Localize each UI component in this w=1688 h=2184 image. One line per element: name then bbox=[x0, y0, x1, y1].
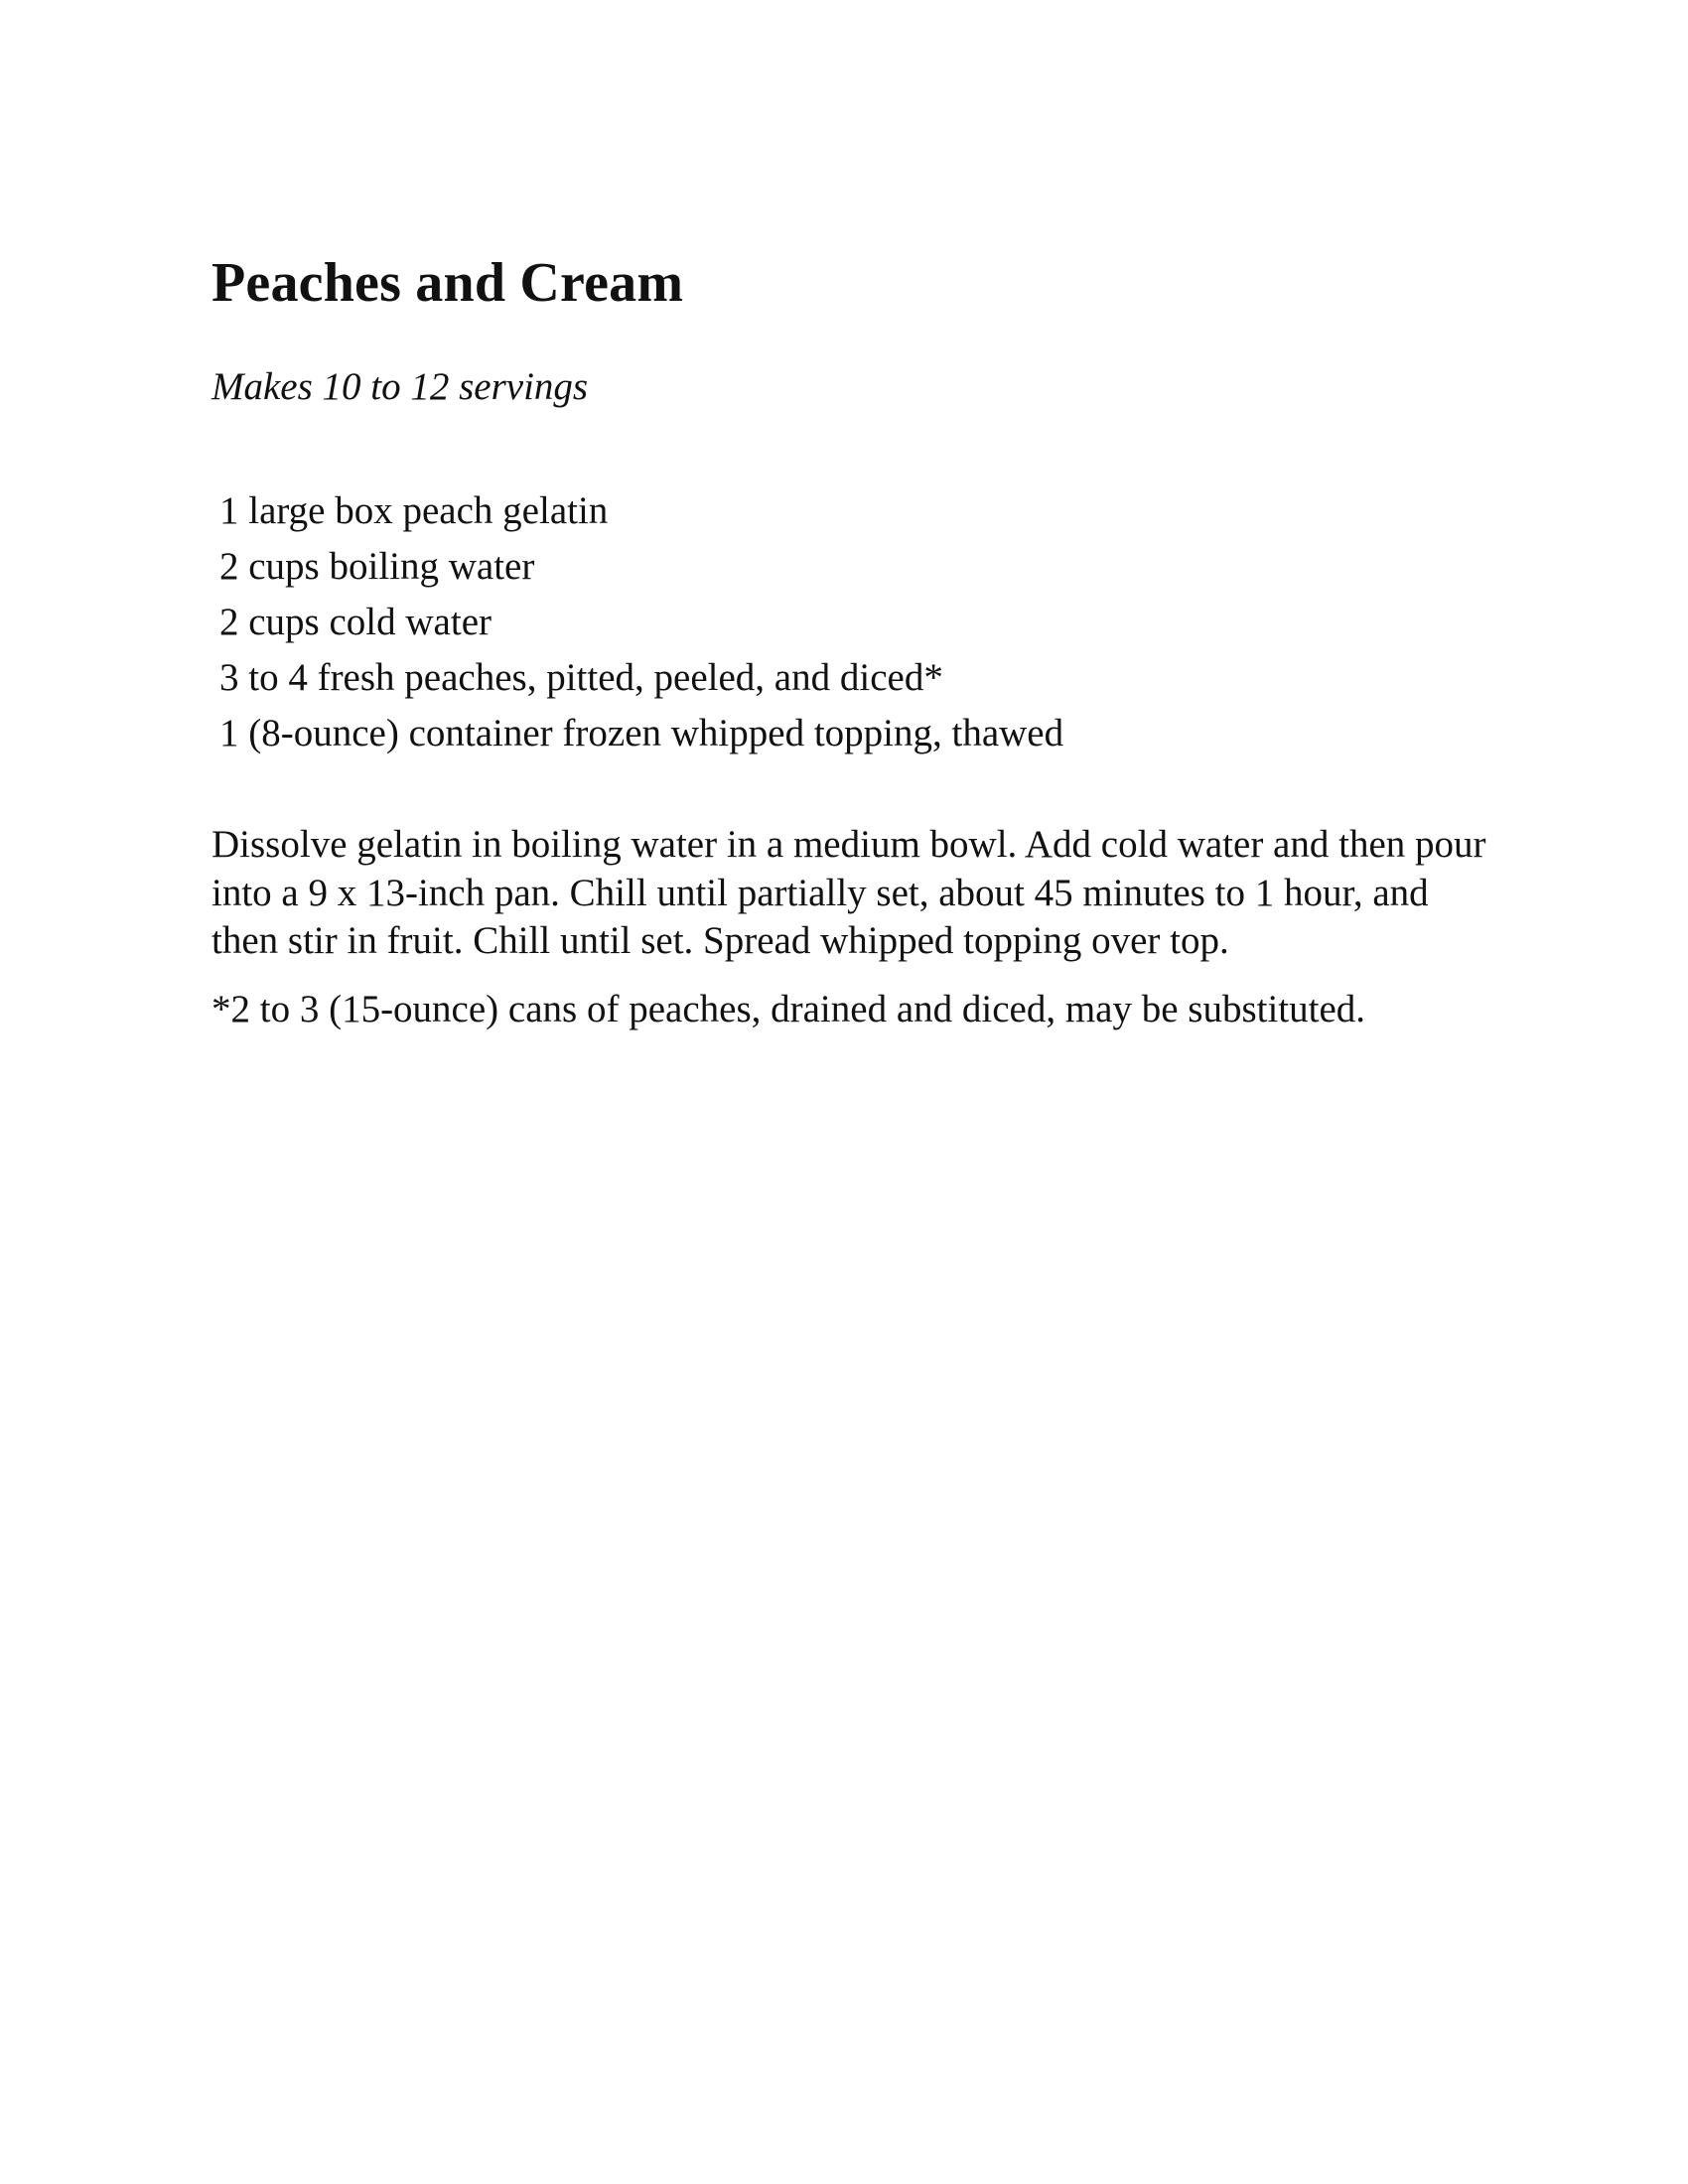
ingredient-item: 1 large box peach gelatin bbox=[219, 489, 609, 532]
instructions-paragraph: Dissolve gelatin in boiling water in a medium bowl. Add cold water and then pour into a 9 x 13-inch pan. Chill until partially set, about 45 minutes to 1 hour, and then stir in fruit. Chill until set. Spread whipped topping over top. bbox=[211, 823, 1486, 962]
recipe-title: Peaches and Cream bbox=[211, 252, 684, 314]
ingredient-item: 1 (8-ounce) container frozen whipped topping, thawed bbox=[219, 712, 1064, 754]
ingredient-list bbox=[211, 483, 1502, 761]
ingredient-item: 3 to 4 fresh peaches, pitted, peeled, and diced* bbox=[219, 656, 943, 699]
recipe-content bbox=[211, 238, 1502, 1033]
substitution-footnote: *2 to 3 (15-ounce) cans of peaches, drained and diced, may be substituted. bbox=[211, 987, 1366, 1030]
ingredient-item: 2 cups cold water bbox=[219, 601, 492, 643]
servings-note: Makes 10 to 12 servings bbox=[211, 365, 589, 408]
ingredient-item: 2 cups boiling water bbox=[219, 545, 535, 588]
